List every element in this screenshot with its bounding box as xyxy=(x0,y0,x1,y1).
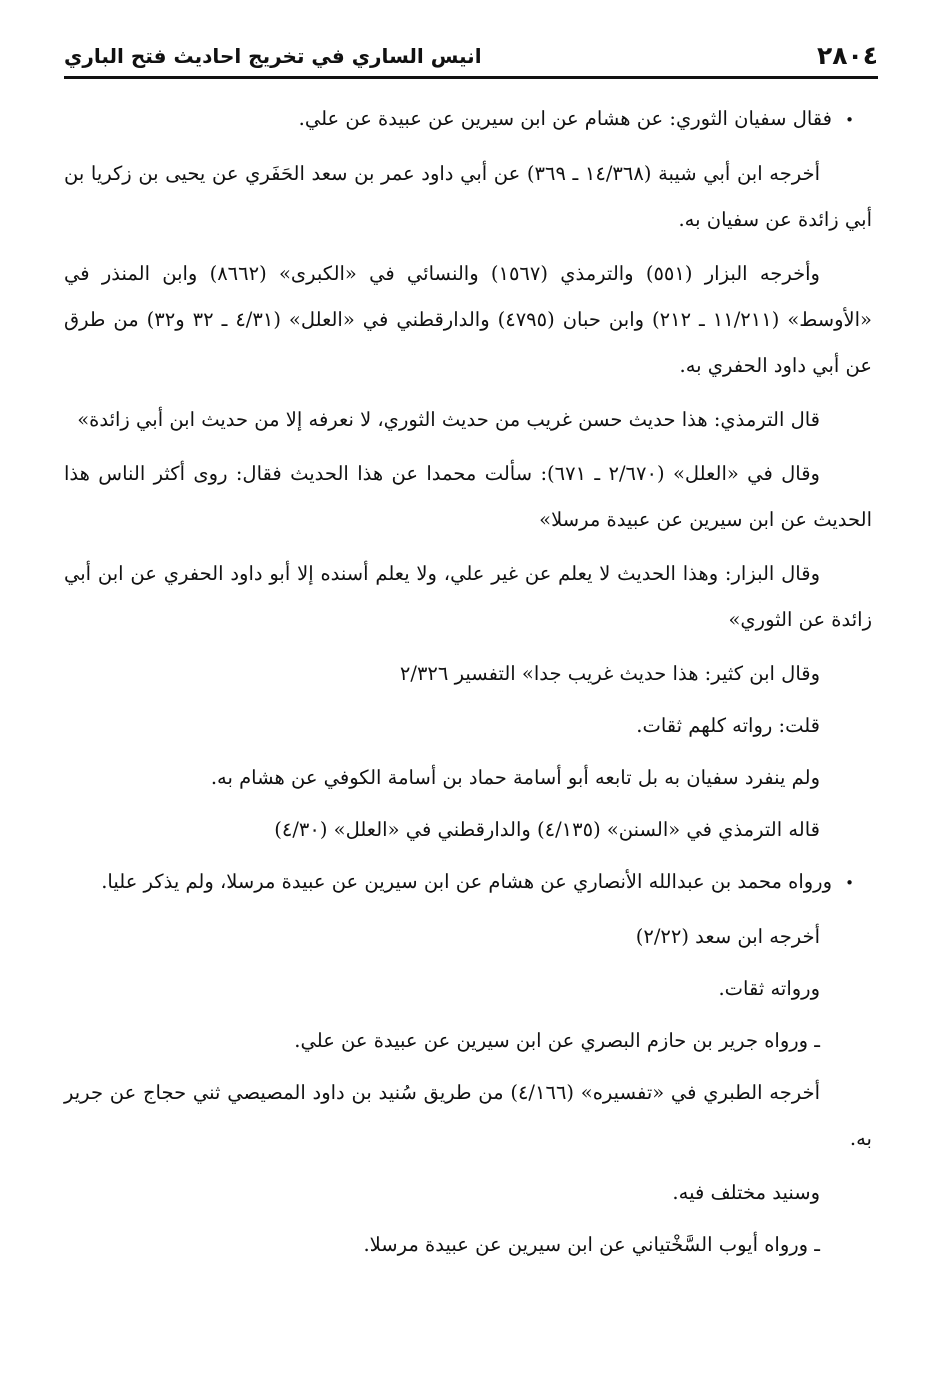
paragraph: أخرجه ابن أبي شيبة (١٤/٣٦٨ ـ ٣٦٩) عن أبي داود عمر بن سعد الحَفَري عن يحيى بن زكريا بن أبي زائدة عن سفيان به. xyxy=(64,162,872,231)
paragraph-bullet xyxy=(64,96,872,143)
paragraph: وسنيد مختلف فيه. xyxy=(672,1181,820,1204)
paragraph-dash: ـ ورواه أيوب السَّخْتياني عن ابن سيرين عن عبيدة مرسلا. xyxy=(363,1233,820,1256)
paragraph-bullet xyxy=(64,859,872,906)
paragraph: ولم ينفرد سفيان به بل تابعه أبو أسامة حماد بن أسامة الكوفي عن هشام به. xyxy=(210,766,820,789)
running-header xyxy=(64,34,878,79)
paragraph: أخرجه ابن سعد (٢/٢٢) xyxy=(635,925,820,948)
book-title: انيس الساري في تخريج احاديث فتح الباري xyxy=(64,44,482,68)
paragraph: وقال البزار: وهذا الحديث لا يعلم عن غير علي، ولا يعلم أسنده إلا أبو داود الحفري عن ابن أبي زائدة عن الثوري» xyxy=(64,562,872,631)
page-number: ٢٨٠٤ xyxy=(816,41,878,70)
bullet-marker: • xyxy=(845,874,854,892)
paragraph: وقال ابن كثير: هذا حديث غريب جدا» التفسير ٢/٣٢٦ xyxy=(399,662,820,685)
paragraph: أخرجه الطبري في «تفسيره» (٤/١٦٦) من طريق سُنيد بن داود المصيصي ثني حجاج عن جرير به. xyxy=(64,1081,872,1150)
paragraph: ورواته ثقات. xyxy=(718,977,820,1000)
body-text xyxy=(64,96,872,1274)
paragraph: قلت: رواته كلهم ثقات. xyxy=(636,714,820,737)
bullet-marker: • xyxy=(845,111,854,129)
paragraph: قاله الترمذي في «السنن» (٤/١٣٥) والدارقطني في «العلل» (٤/٣٠) xyxy=(274,818,820,841)
paragraph: وأخرجه البزار (٥٥١) والترمذي (١٥٦٧) والنسائي في «الكبرى» (٨٦٦٢) وابن المنذر في «الأوسط» (١١/٢١١ ـ ٢١٢) وابن حبان (٤٧٩٥) والدارقطني في «العلل» (٤/٣١ ـ ٣٢ و٣٢) من طرق عن أبي داود الحفري به. xyxy=(64,262,872,377)
paragraph: وقال في «العلل» (٢/٦٧٠ ـ ٦٧١): سألت محمدا عن هذا الحديث فقال: روى أكثر الناس هذا الحديث عن ابن سيرين عن عبيدة مرسلا» xyxy=(64,462,872,531)
paragraph-text: ورواه محمد بن عبدالله الأنصاري عن هشام عن ابن سيرين عن عبيدة مرسلا، ولم يذكر عليا. xyxy=(101,870,832,893)
paragraph: قال الترمذي: هذا حديث حسن غريب من حديث الثوري، لا نعرفه إلا من حديث ابن أبي زائدة» xyxy=(77,408,820,431)
paragraph-text: فقال سفيان الثوري: عن هشام عن ابن سيرين عن عبيدة عن علي. xyxy=(298,107,832,130)
paragraph-dash: ـ ورواه جرير بن حازم البصري عن ابن سيرين عن عبيدة عن علي. xyxy=(294,1029,820,1052)
